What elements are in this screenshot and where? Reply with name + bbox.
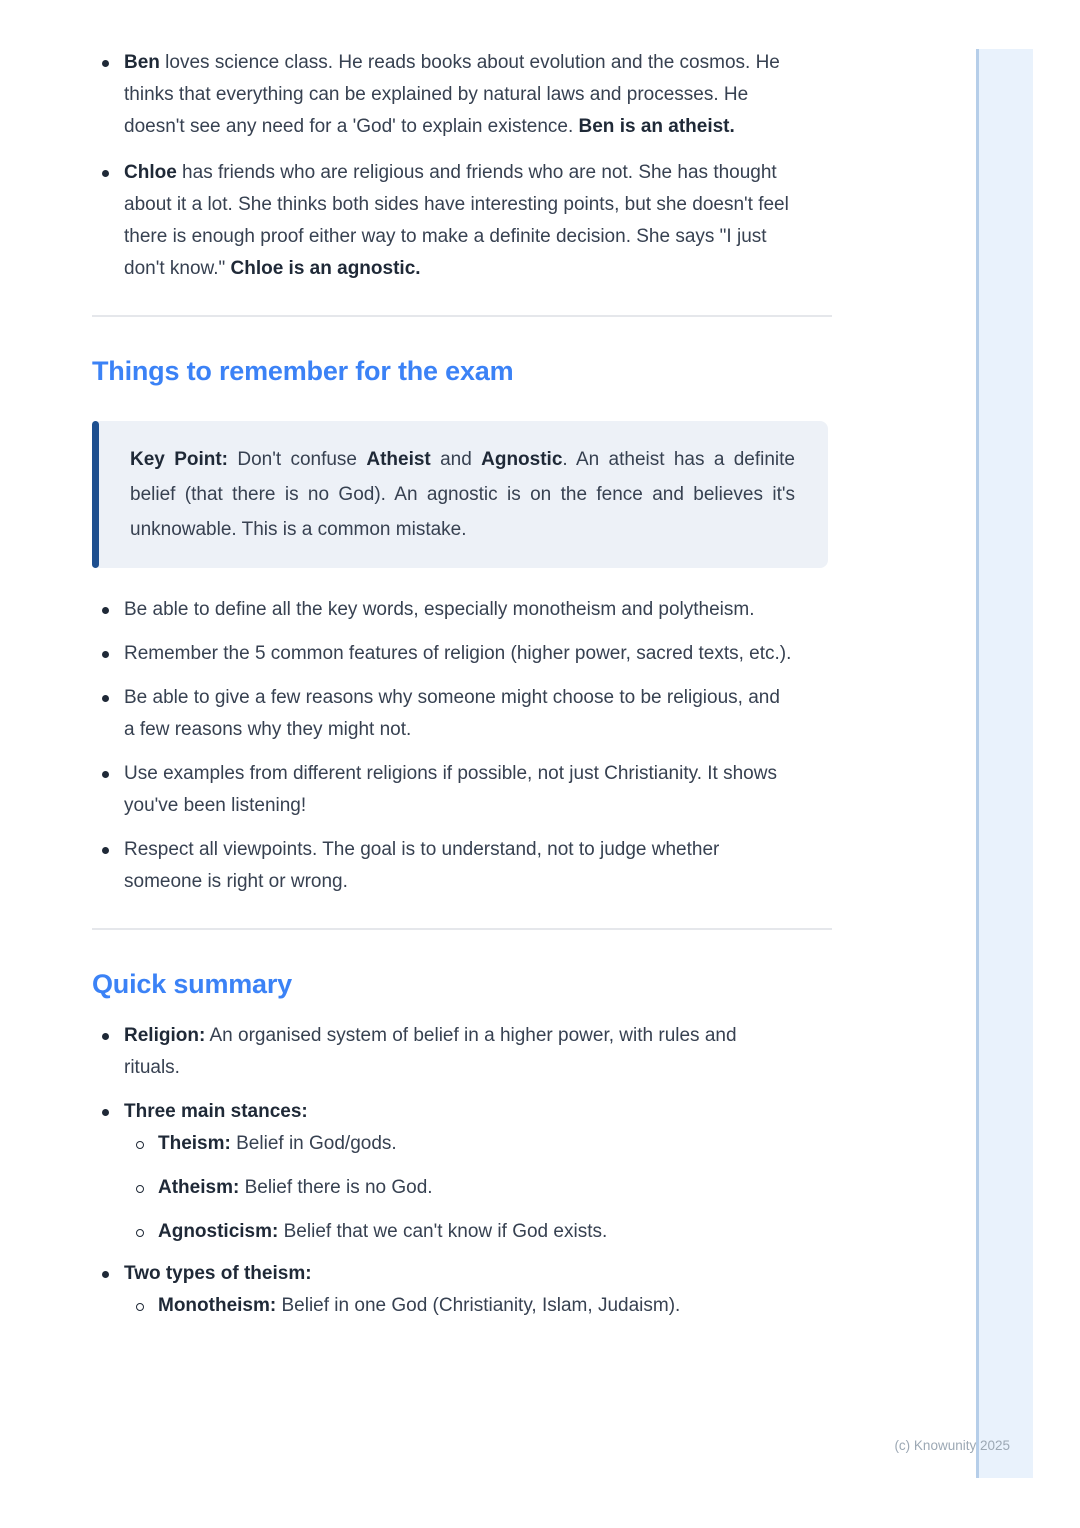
list-item-chloe: [92, 157, 832, 285]
list-item-three-stances: [92, 1096, 832, 1248]
sub-list-item-agnosticism: [124, 1216, 794, 1248]
sub-bullet-circle-icon: [136, 1229, 144, 1237]
bullet-dot-icon: [102, 1109, 109, 1116]
list-item-ben: [92, 47, 832, 143]
sub-list-item-atheism: [124, 1172, 794, 1204]
sub-list-item-text: Theism: Belief in God/gods.: [158, 1133, 397, 1154]
list-item-text: Religion: An organised system of belief in a higher power, with rules and rituals.: [124, 1025, 737, 1078]
bullet-dot-icon: [102, 651, 109, 658]
document-page: [92, 47, 832, 1332]
sub-list-item-theism: [124, 1128, 794, 1160]
list-item-religion: [92, 1020, 832, 1084]
exam-section-heading: Things to remember for the exam: [92, 356, 514, 386]
list-item-text: Respect all viewpoints. The goal is to understand, not to judge whether someone is right or wrong.: [124, 839, 720, 892]
list-item-text: Remember the 5 common features of religion (higher power, sacred texts, etc.).: [124, 643, 792, 664]
bullet-dot-icon: [102, 60, 109, 67]
callout-accent-bar: [92, 421, 99, 568]
sub-bullet-circle-icon: [136, 1303, 144, 1311]
section-divider: [92, 315, 832, 317]
list-item: [92, 682, 832, 746]
stances-sublist: [124, 1128, 794, 1248]
bullet-dot-icon: [102, 1271, 109, 1278]
copyright-watermark: (c) Knowunity 2025: [894, 1438, 1010, 1453]
sub-bullet-circle-icon: [136, 1185, 144, 1193]
key-point-text: Key Point: Don't confuse Atheist and Agnostic. An atheist has a definite belief (that there is no God). An agnostic is on the fence and believes it's unknowable. This is a common mistake.: [130, 449, 796, 540]
key-point-callout: [92, 421, 828, 568]
sub-list-item-text: Monotheism: Belief in one God (Christianity, Islam, Judaism).: [158, 1295, 681, 1316]
bullet-dot-icon: [102, 695, 109, 702]
list-item-text: Two types of theism:: [124, 1263, 312, 1284]
summary-bullet-list: [92, 1020, 832, 1322]
list-item-text: Use examples from different religions if possible, not just Christianity. It shows you've been listening!: [124, 763, 777, 816]
bullet-dot-icon: [102, 607, 109, 614]
exam-bullet-list: [92, 594, 832, 898]
list-item-text: Be able to give a few reasons why someone might choose to be religious, and a few reasons why they might not.: [124, 687, 780, 740]
section-divider: [92, 928, 832, 930]
bullet-dot-icon: [102, 170, 109, 177]
list-item-text: Three main stances:: [124, 1101, 308, 1122]
page-edge-strip: [976, 49, 1033, 1478]
sub-list-item-monotheism: [124, 1290, 794, 1322]
sub-list-item-text: Atheism: Belief there is no God.: [158, 1177, 433, 1198]
theism-types-sublist: [124, 1290, 794, 1322]
summary-section-heading: Quick summary: [92, 969, 292, 999]
list-item-text: Be able to define all the key words, especially monotheism and polytheism.: [124, 599, 755, 620]
list-item: [92, 594, 832, 626]
list-item-two-types: [92, 1258, 832, 1322]
bullet-dot-icon: [102, 1033, 109, 1040]
sub-list-item-text: Agnosticism: Belief that we can't know if God exists.: [158, 1221, 608, 1242]
bullet-dot-icon: [102, 771, 109, 778]
bullet-dot-icon: [102, 847, 109, 854]
sub-bullet-circle-icon: [136, 1141, 144, 1149]
intro-bullet-list: [92, 47, 832, 285]
list-item: [92, 638, 832, 670]
list-item: [92, 834, 832, 898]
list-item-text: Ben loves science class. He reads books about evolution and the cosmos. He thinks that everything can be explained by natural laws and processes. He doesn't see any need for a 'God' to explain existence. Ben is an atheist.: [124, 52, 780, 137]
list-item-text: Chloe has friends who are religious and friends who are not. She has thought about it a lot. She thinks both sides have interesting points, but she doesn't feel there is enough proof either way to make a definite decision. She says "I just don't know." Chloe is an agnostic.: [124, 162, 789, 279]
list-item: [92, 758, 832, 822]
